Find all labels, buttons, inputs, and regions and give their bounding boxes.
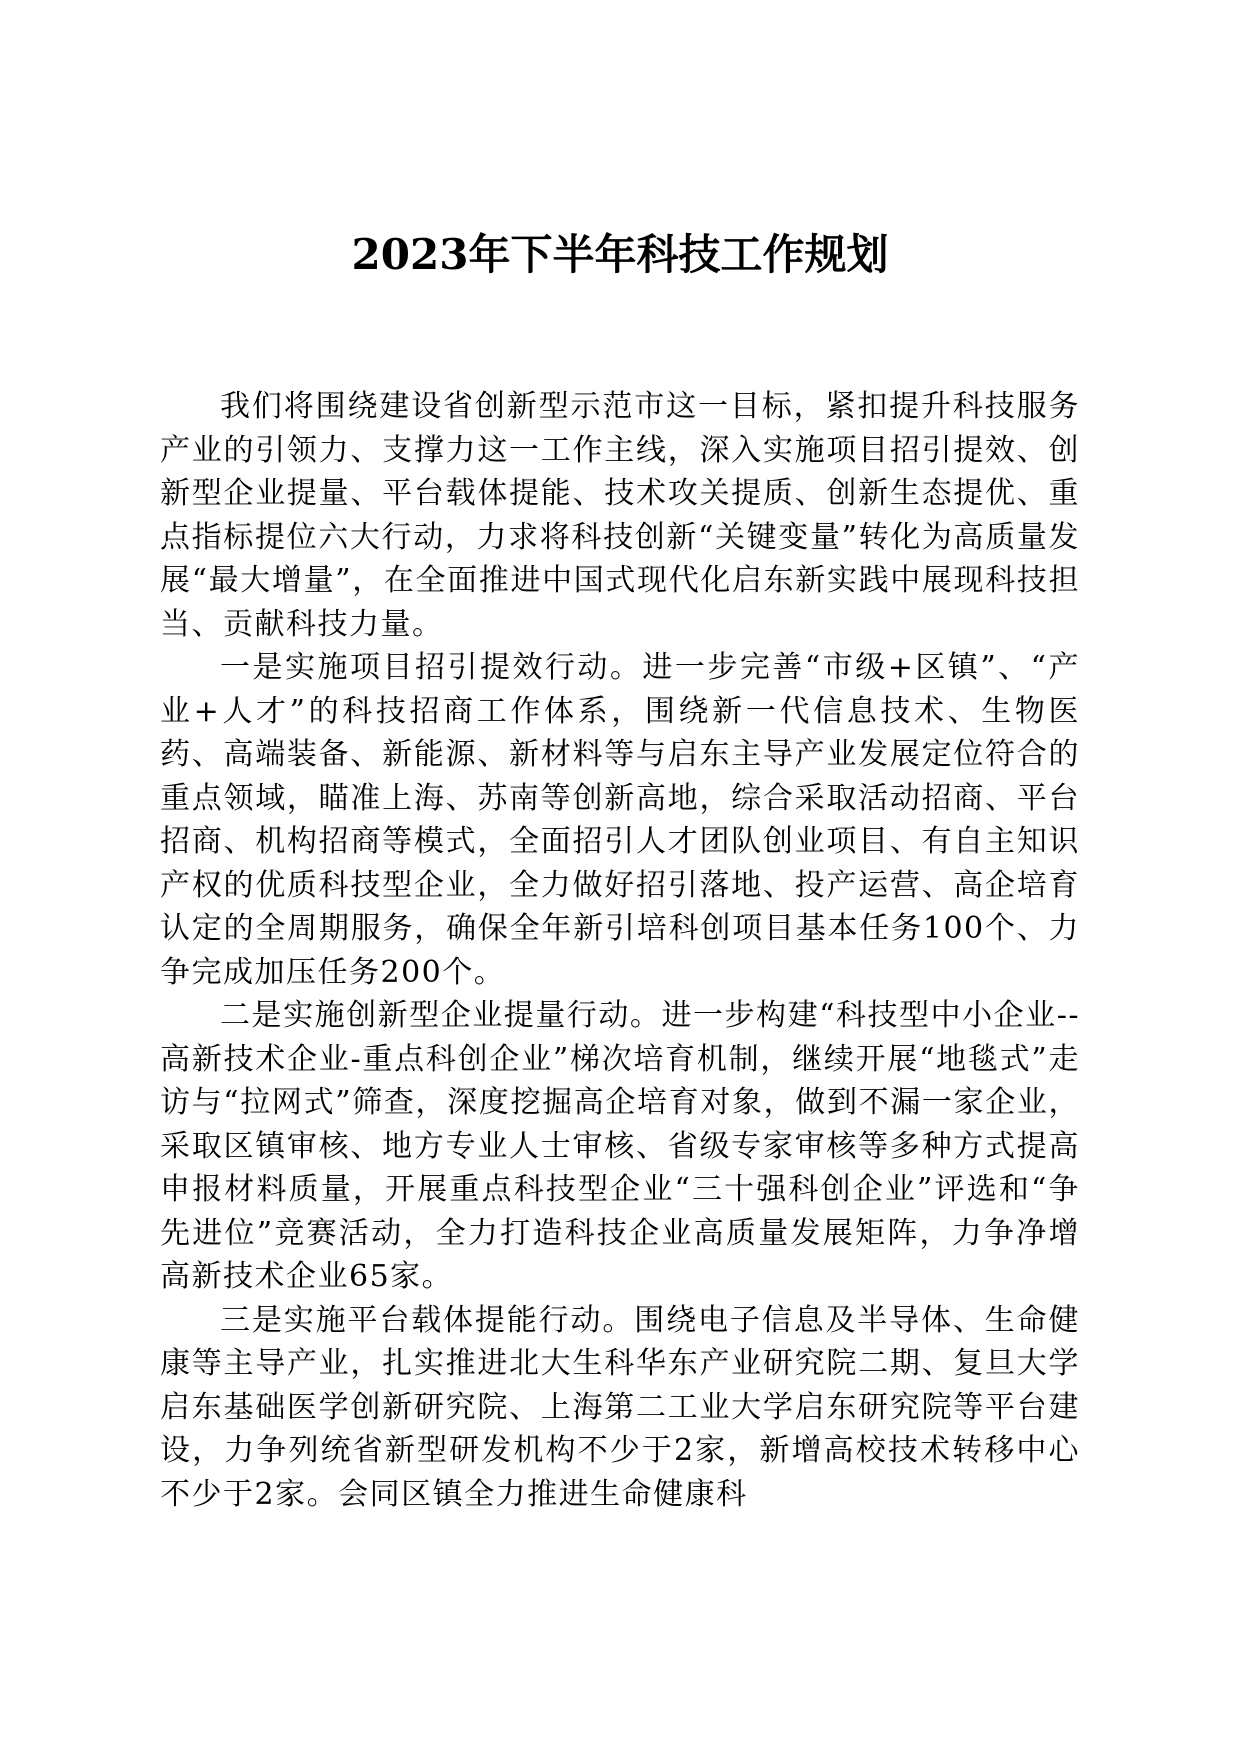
paragraph-innovative-enterprises: 二是实施创新型企业提量行动。进一步构建“科技型中小企业--高新技术企业-重点科创企业”梯次培育机制，继续开展“地毯式”走访与“拉网式”筛查，深度挖掘高企培育对象，做到不漏一家企业，采取区镇审核、地方专业人士审核、省级专家审核等多种方式提高申报材料质量，开展重点科技型企业“三十强科创企业”评选和“争先进位”竞赛活动，全力打造科技企业高质量发展矩阵，力争净增高新技术企业65家。 <box>160 998 1080 1294</box>
paragraph-platform-carriers: 三是实施平台载体提能行动。围绕电子信息及半导体、生命健康等主导产业，扎实推进北大生科华东产业研究院二期、复旦大学启东基础医学创新研究院、上海第二工业大学启东研究院等平台建设，力争列统省新型研发机构不少于2家，新增高校技术转移中心不少于2家。会同区镇全力推进生命健康科 <box>160 1302 1080 1512</box>
paragraph-intro: 我们将围绕建设省创新型示范市这一目标，紧扣提升科技服务产业的引领力、支撑力这一工作主线，深入实施项目招引提效、创新型企业提量、平台载体提能、技术攻关提质、创新生态提优、重点指标提位六大行动，力求将科技创新“关键变量”转化为高质量发展“最大增量”，在全面推进中国式现代化启东新实践中展现科技担当、贡献科技力量。 <box>160 389 1080 642</box>
paragraph-project-recruitment: 一是实施项目招引提效行动。进一步完善“市级+区镇”、“产业+人才”的科技招商工作体系，围绕新一代信息技术、生物医药、高端装备、新能源、新材料等与启东主导产业发展定位符合的重点领域，瞄准上海、苏南等创新高地，综合采取活动招商、平台招商、机构招商等模式，全面招引人才团队创业项目、有自主知识产权的优质科技型企业，全力做好招引落地、投产运营、高企培育认定的全周期服务，确保全年新引培科创项目基本任务100个、力争完成加压任务200个。 <box>160 650 1080 990</box>
document-title: 2023年下半年科技工作规划 <box>351 230 889 279</box>
document-body <box>160 385 1080 1516</box>
